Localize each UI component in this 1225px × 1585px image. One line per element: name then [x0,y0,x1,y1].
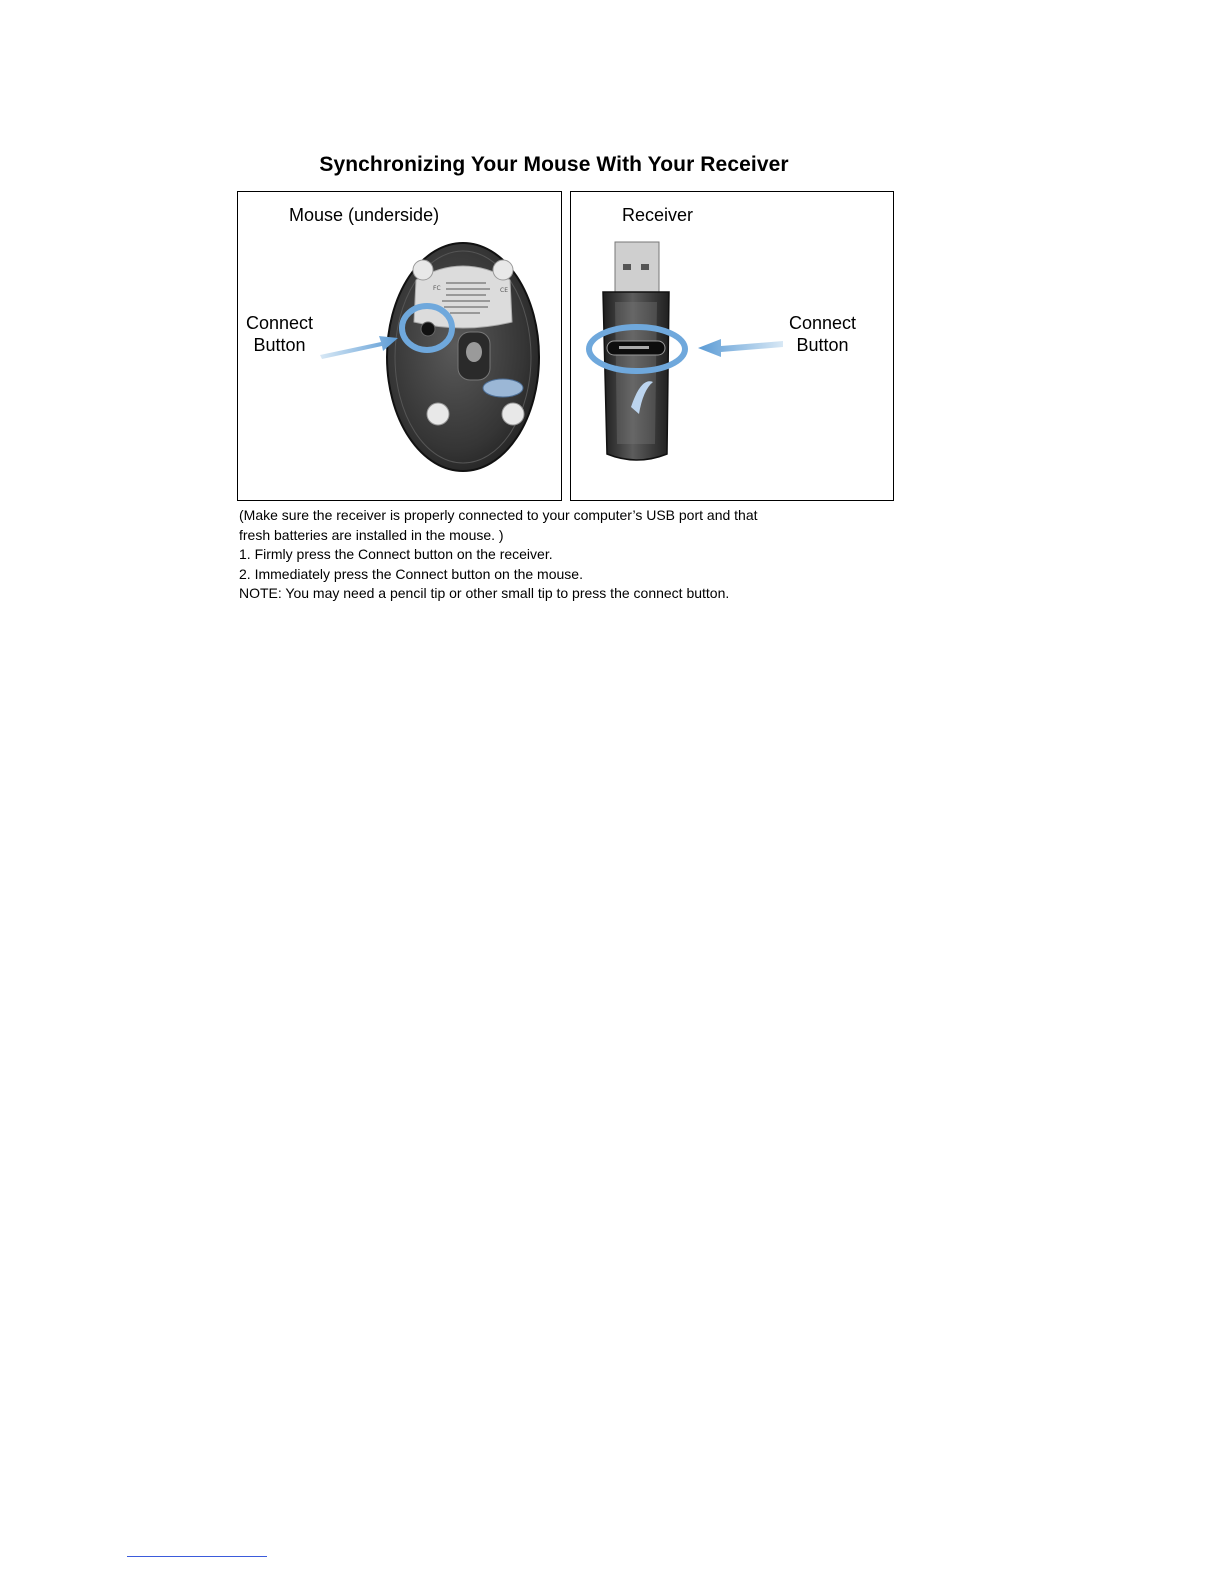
mouse-panel-heading: Mouse (underside) [289,205,440,225]
page-title: Synchronizing Your Mouse With Your Receiver [319,153,789,176]
receiver-panel-heading: Receiver [622,205,694,225]
mouse-callout-line2: Button [253,335,306,355]
usb-plug [615,242,659,294]
svg-text:FC: FC [433,285,441,292]
mouse-connect-callout [246,312,313,356]
instruction-step-1: 1. Firmly press the Connect button on the receiver. [239,546,553,562]
instructions-line: (Make sure the receiver is properly connected to your computer’s USB port and that [239,507,758,523]
mouse-panel [237,191,562,501]
instructions-line: fresh batteries are installed in the mouse. ) [239,526,504,543]
instruction-step-2: 2. Immediately press the Connect button on the mouse. [239,565,583,582]
mouse-foot [427,403,449,425]
receiver-callout-line2: Button [796,335,849,355]
mouse-foot [413,260,433,280]
footnote-divider [127,1556,267,1557]
receiver-callout-arrow [698,339,783,357]
instruction-note: NOTE: You may need a pencil tip or other small tip to press the connect button. [239,585,730,601]
receiver-callout-line1: Connect [789,313,857,333]
mouse-foot [493,260,513,280]
mouse-callout-line1: Connect [246,313,314,333]
receiver-panel [570,191,894,501]
mouse-brand-badge [483,379,523,397]
receiver-connect-callout [789,312,856,356]
mouse-foot [502,403,524,425]
instructions-block [239,506,879,604]
svg-text:CE: CE [500,287,508,294]
mouse-connect-button [421,322,435,336]
